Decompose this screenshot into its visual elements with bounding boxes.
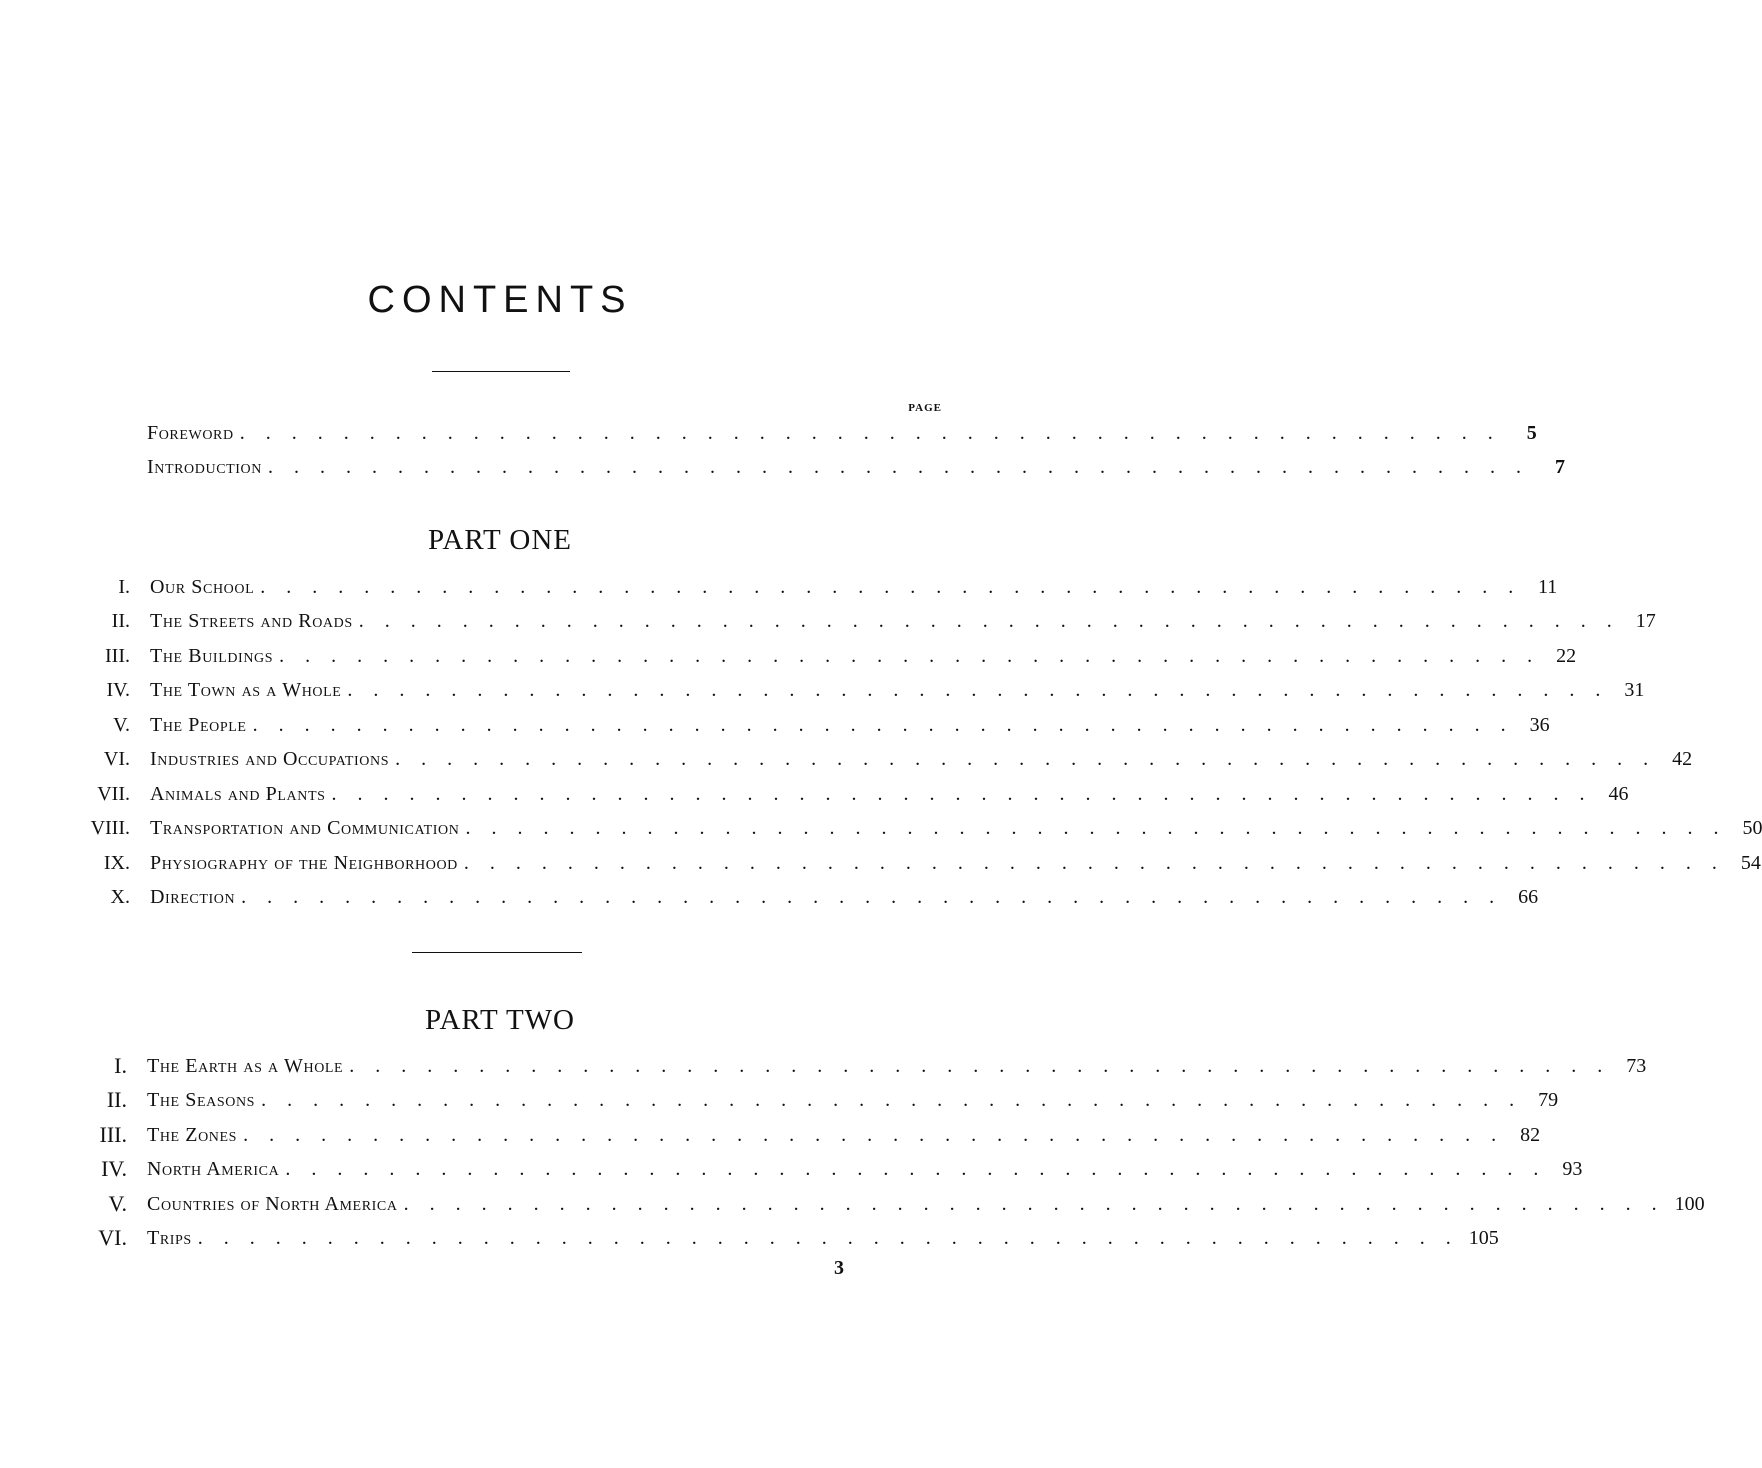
footer-page-number: 3 [834, 1257, 844, 1279]
toc-entry[interactable] [106, 675, 1645, 705]
toc-entry[interactable] [103, 744, 1693, 774]
toc-entry-title: The Seasons [147, 1089, 256, 1111]
dot-leader: . . . . . . . . . . . . . . . . . . . . . . . . . . . . . . . . . . . . . . . . . . . . . . . . . [279, 645, 1541, 667]
page-title: CONTENTS [367, 279, 633, 321]
dot-leader: . . . . . . . . . . . . . . . . . . . . . . . . . . . . . . . . . . . . . . . . . . . . . . . . . [358, 610, 1620, 632]
page-column-label: PAGE [908, 402, 942, 414]
toc-entry[interactable] [99, 1120, 1541, 1150]
toc-entry-page: 46 [1608, 783, 1629, 805]
chapter-number: V. [108, 1191, 127, 1216]
toc-entry-page: 11 [1537, 576, 1558, 598]
dot-leader: . . . . . . . . . . . . . . . . . . . . . . . . . . . . . . . . . . . . . . . . . . . . . . . . . [347, 679, 1609, 701]
dot-leader: . . . . . . . . . . . . . . . . . . . . . . . . . . . . . . . . . . . . . . . . . . . . . . . . . [197, 1227, 1459, 1249]
chapter-number: IV. [101, 1156, 127, 1181]
toc-entry-page: 54 [1740, 852, 1761, 874]
dot-leader: . . . . . . . . . . . . . . . . . . . . . . . . . . . . . . . . . . . . . . . . . . . . . . . . . [239, 422, 1501, 444]
toc-entry[interactable] [90, 813, 1762, 843]
dot-leader: . . . . . . . . . . . . . . . . . . . . . . . . . . . . . . . . . . . . . . . . . . . . . . . . . [463, 852, 1725, 874]
chapter-number: VI. [98, 1225, 127, 1250]
toc-entry-title: Foreword [147, 422, 234, 444]
toc-entry-introduction[interactable] [147, 452, 1565, 482]
dot-leader: . . . . . . . . . . . . . . . . . . . . . . . . . . . . . . . . . . . . . . . . . . . . . . . . . [260, 576, 1522, 598]
part-one-heading: PART ONE [427, 524, 573, 556]
chapter-number: III. [105, 645, 130, 667]
dot-leader: . . . . . . . . . . . . . . . . . . . . . . . . . . . . . . . . . . . . . . . . . . . . . . . . . [261, 1089, 1523, 1111]
toc-entry-page: 82 [1520, 1124, 1541, 1146]
toc-entry-page: 5 [1526, 422, 1537, 444]
chapter-number: VI. [103, 748, 130, 770]
toc-entry-page: 79 [1538, 1089, 1559, 1111]
toc-entry[interactable] [110, 882, 1539, 912]
toc-entry[interactable] [106, 1085, 1559, 1115]
dot-leader: . . . . . . . . . . . . . . . . . . . . . . . . . . . . . . . . . . . . . . . . . . . . . . . . . [285, 1158, 1547, 1180]
toc-entry[interactable] [97, 779, 1629, 809]
toc-entry-title: Countries of North America [147, 1193, 398, 1215]
toc-entry-title: Direction [150, 886, 236, 908]
chapter-number: IX. [103, 852, 130, 874]
toc-entry-title: Our School [150, 576, 255, 598]
toc-entry-title: Trips [147, 1227, 192, 1249]
dot-leader: . . . . . . . . . . . . . . . . . . . . . . . . . . . . . . . . . . . . . . . . . . . . . . . . . [403, 1193, 1665, 1215]
toc-entry[interactable] [98, 1223, 1499, 1253]
toc-entry-page: 93 [1562, 1158, 1583, 1180]
toc-entry-page: 36 [1529, 714, 1550, 736]
toc-entry-title: The Streets and Roads [150, 610, 353, 632]
chapter-number: X. [110, 886, 130, 908]
dot-leader: . . . . . . . . . . . . . . . . . . . . . . . . . . . . . . . . . . . . . . . . . . . . . . . . . [465, 817, 1727, 839]
dot-leader: . . . . . . . . . . . . . . . . . . . . . . . . . . . . . . . . . . . . . . . . . . . . . . . . . [252, 714, 1514, 736]
toc-entry-page: 100 [1674, 1193, 1705, 1215]
toc-entry[interactable] [103, 848, 1761, 878]
toc-entry-page: 31 [1624, 679, 1645, 701]
chapter-number: VII. [97, 783, 130, 805]
toc-entry-title: Physiography of the Neighborhood [150, 852, 458, 874]
toc-entry-title: Animals and Plants [150, 783, 326, 805]
toc-entry[interactable] [118, 572, 1558, 602]
toc-entry[interactable] [113, 710, 1550, 740]
chapter-number: IV. [106, 679, 130, 701]
toc-entry-page: 73 [1626, 1055, 1647, 1077]
toc-entry-title: The Earth as a Whole [147, 1055, 344, 1077]
toc-entry-title: The Buildings [150, 645, 274, 667]
toc-entry-page: 50 [1742, 817, 1762, 839]
toc-entry-page: 42 [1672, 748, 1693, 770]
chapter-number: II. [106, 1087, 127, 1112]
toc-entry-page: 17 [1635, 610, 1656, 632]
dot-leader: . . . . . . . . . . . . . . . . . . . . . . . . . . . . . . . . . . . . . . . . . . . . . . . . . [267, 456, 1529, 478]
dot-leader: . . . . . . . . . . . . . . . . . . . . . . . . . . . . . . . . . . . . . . . . . . . . . . . . . [395, 748, 1657, 770]
dot-leader: . . . . . . . . . . . . . . . . . . . . . . . . . . . . . . . . . . . . . . . . . . . . . . . . . [243, 1124, 1505, 1146]
title-divider [432, 371, 570, 372]
chapter-number: III. [99, 1122, 127, 1147]
toc-entry-title: The Town as a Whole [150, 679, 342, 701]
toc-entry-title: Introduction [147, 456, 262, 478]
toc-entry[interactable] [105, 641, 1577, 671]
toc-entry-page: 22 [1556, 645, 1577, 667]
part-two-heading: PART TWO [425, 1004, 575, 1036]
toc-entry[interactable] [101, 1154, 1583, 1184]
toc-entry-foreword[interactable] [147, 418, 1537, 448]
toc-entry-page: 66 [1518, 886, 1539, 908]
chapter-number: I. [118, 576, 130, 598]
dot-leader: . . . . . . . . . . . . . . . . . . . . . . . . . . . . . . . . . . . . . . . . . . . . . . . . . [241, 886, 1503, 908]
toc-entry[interactable] [111, 606, 1656, 636]
toc-entry[interactable] [114, 1051, 1647, 1081]
chapter-number: VIII. [90, 817, 130, 839]
toc-entry-title: Transportation and Communication [150, 817, 460, 839]
dot-leader: . . . . . . . . . . . . . . . . . . . . . . . . . . . . . . . . . . . . . . . . . . . . . . . . . [349, 1055, 1611, 1077]
chapter-number: V. [113, 714, 130, 736]
toc-entry-page: 105 [1468, 1227, 1499, 1249]
part-divider [412, 952, 582, 953]
toc-entry-title: North America [147, 1158, 280, 1180]
chapter-number: I. [114, 1053, 127, 1078]
chapter-number: II. [111, 610, 130, 632]
toc-entry-page: 7 [1554, 456, 1565, 478]
toc-entry-title: The Zones [147, 1124, 238, 1146]
toc-entry[interactable] [108, 1189, 1705, 1219]
toc-entry-title: Industries and Occupations [150, 748, 390, 770]
toc-entry-title: The People [150, 714, 247, 736]
dot-leader: . . . . . . . . . . . . . . . . . . . . . . . . . . . . . . . . . . . . . . . . . . . . . . . . . [331, 783, 1593, 805]
